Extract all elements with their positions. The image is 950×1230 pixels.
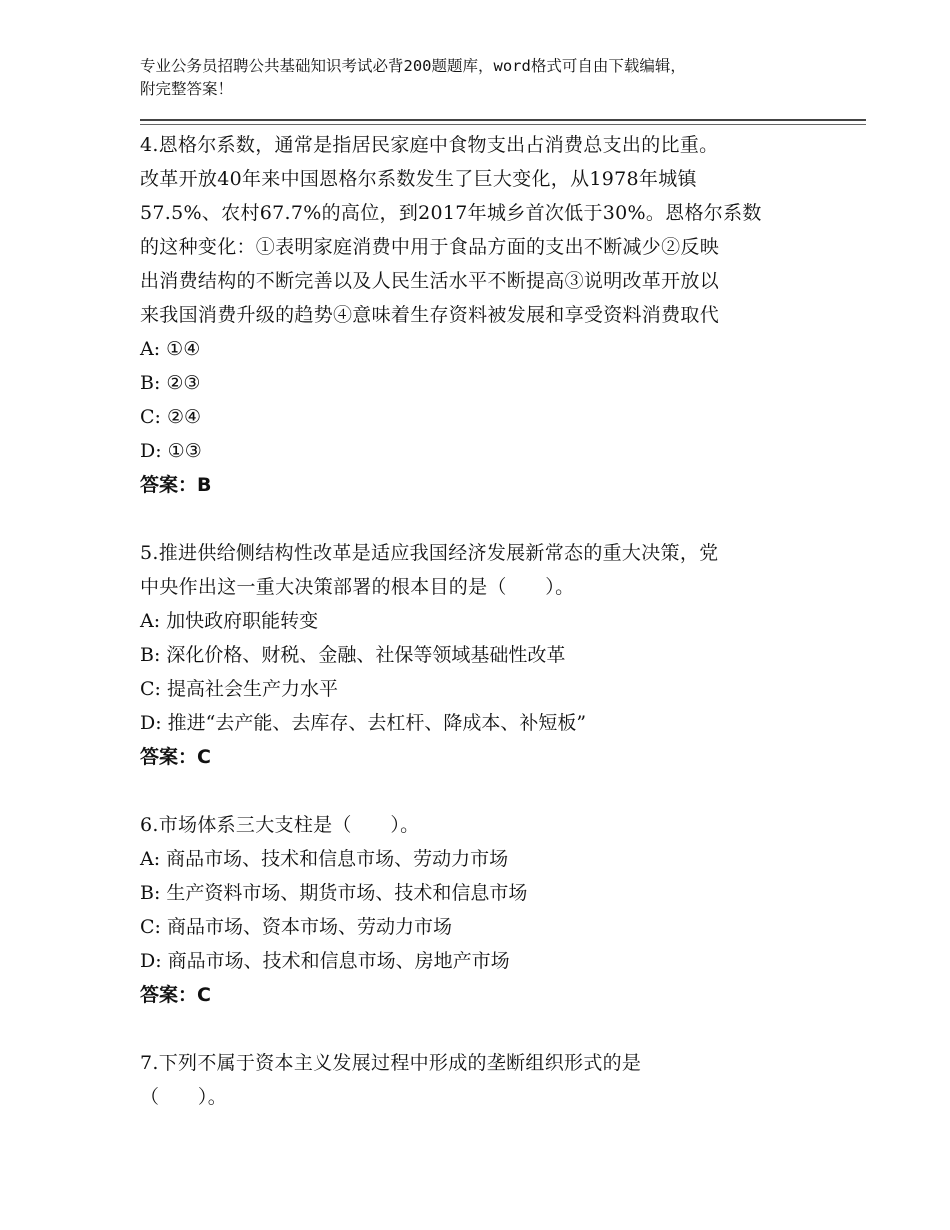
question-4-stem-line-5: 出消费结构的不断完善以及人民生活水平不断提高③说明改革开放以	[140, 270, 720, 292]
question-4-stem-line-4: 的这种变化：①表明家庭消费中用于食品方面的支出不断减少②反映	[140, 236, 720, 258]
question-4-answer: 答案：B	[140, 474, 212, 496]
question-5	[140, 536, 840, 774]
header-line-2: 附完整答案！	[140, 80, 234, 98]
question-5-stem-line-2: 中央作出这一重大决策部署的根本目的是（ ）。	[140, 576, 575, 598]
question-5-stem-line-1: 5.推进供给侧结构性改革是适应我国经济发展新常态的重大决策，党	[140, 542, 719, 564]
question-7-stem-line-1: 7.下列不属于资本主义发展过程中形成的垄断组织形式的是	[140, 1052, 642, 1074]
question-spacer	[140, 1012, 840, 1046]
question-4-option-b: B: ②③	[140, 372, 201, 394]
question-6-stem-line-1: 6.市场体系三大支柱是（ ）。	[140, 814, 420, 836]
question-4-option-c: C: ②④	[140, 406, 202, 428]
question-7-stem-line-2: （ ）。	[140, 1086, 228, 1108]
question-4-stem-line-3: 57.5%、农村67.7%的高位，到2017年城乡首次低于30%。恩格尔系数	[140, 202, 762, 224]
question-4-stem-line-2: 改革开放40年来中国恩格尔系数发生了巨大变化，从1978年城镇	[140, 168, 697, 190]
question-list	[140, 128, 840, 1114]
question-5-option-d: D: 推进“去产能、去库存、去杠杆、降成本、补短板”	[140, 712, 587, 734]
question-spacer	[140, 774, 840, 808]
question-5-option-a: A: 加快政府职能转变	[140, 610, 319, 632]
question-6	[140, 808, 840, 1012]
question-6-option-b: B: 生产资料市场、期货市场、技术和信息市场	[140, 882, 528, 904]
question-4-option-a: A: ①④	[140, 338, 201, 360]
header-line-1: 专业公务员招聘公共基础知识考试必背200题题库，word格式可自由下载编辑，	[140, 57, 686, 75]
header-divider-thick	[140, 119, 866, 121]
question-6-option-c: C: 商品市场、资本市场、劳动力市场	[140, 916, 452, 938]
question-5-option-c: C: 提高社会生产力水平	[140, 678, 338, 700]
question-5-option-b: B: 深化价格、财税、金融、社保等领域基础性改革	[140, 644, 566, 666]
question-5-answer: 答案：C	[140, 746, 211, 768]
question-4-option-d: D: ①③	[140, 440, 202, 462]
question-4-stem-line-6: 来我国消费升级的趋势④意味着生存资料被发展和享受资料消费取代	[140, 304, 720, 326]
page-header	[140, 55, 840, 101]
question-6-option-a: A: 商品市场、技术和信息市场、劳动力市场	[140, 848, 509, 870]
question-spacer	[140, 502, 840, 536]
question-6-answer: 答案：C	[140, 984, 211, 1006]
question-6-option-d: D: 商品市场、技术和信息市场、房地产市场	[140, 950, 510, 972]
header-divider-thin	[140, 124, 866, 125]
question-4	[140, 128, 840, 502]
question-4-stem-line-1: 4.恩格尔系数，通常是指居民家庭中食物支出占消费总支出的比重。	[140, 134, 719, 156]
question-7	[140, 1046, 840, 1114]
